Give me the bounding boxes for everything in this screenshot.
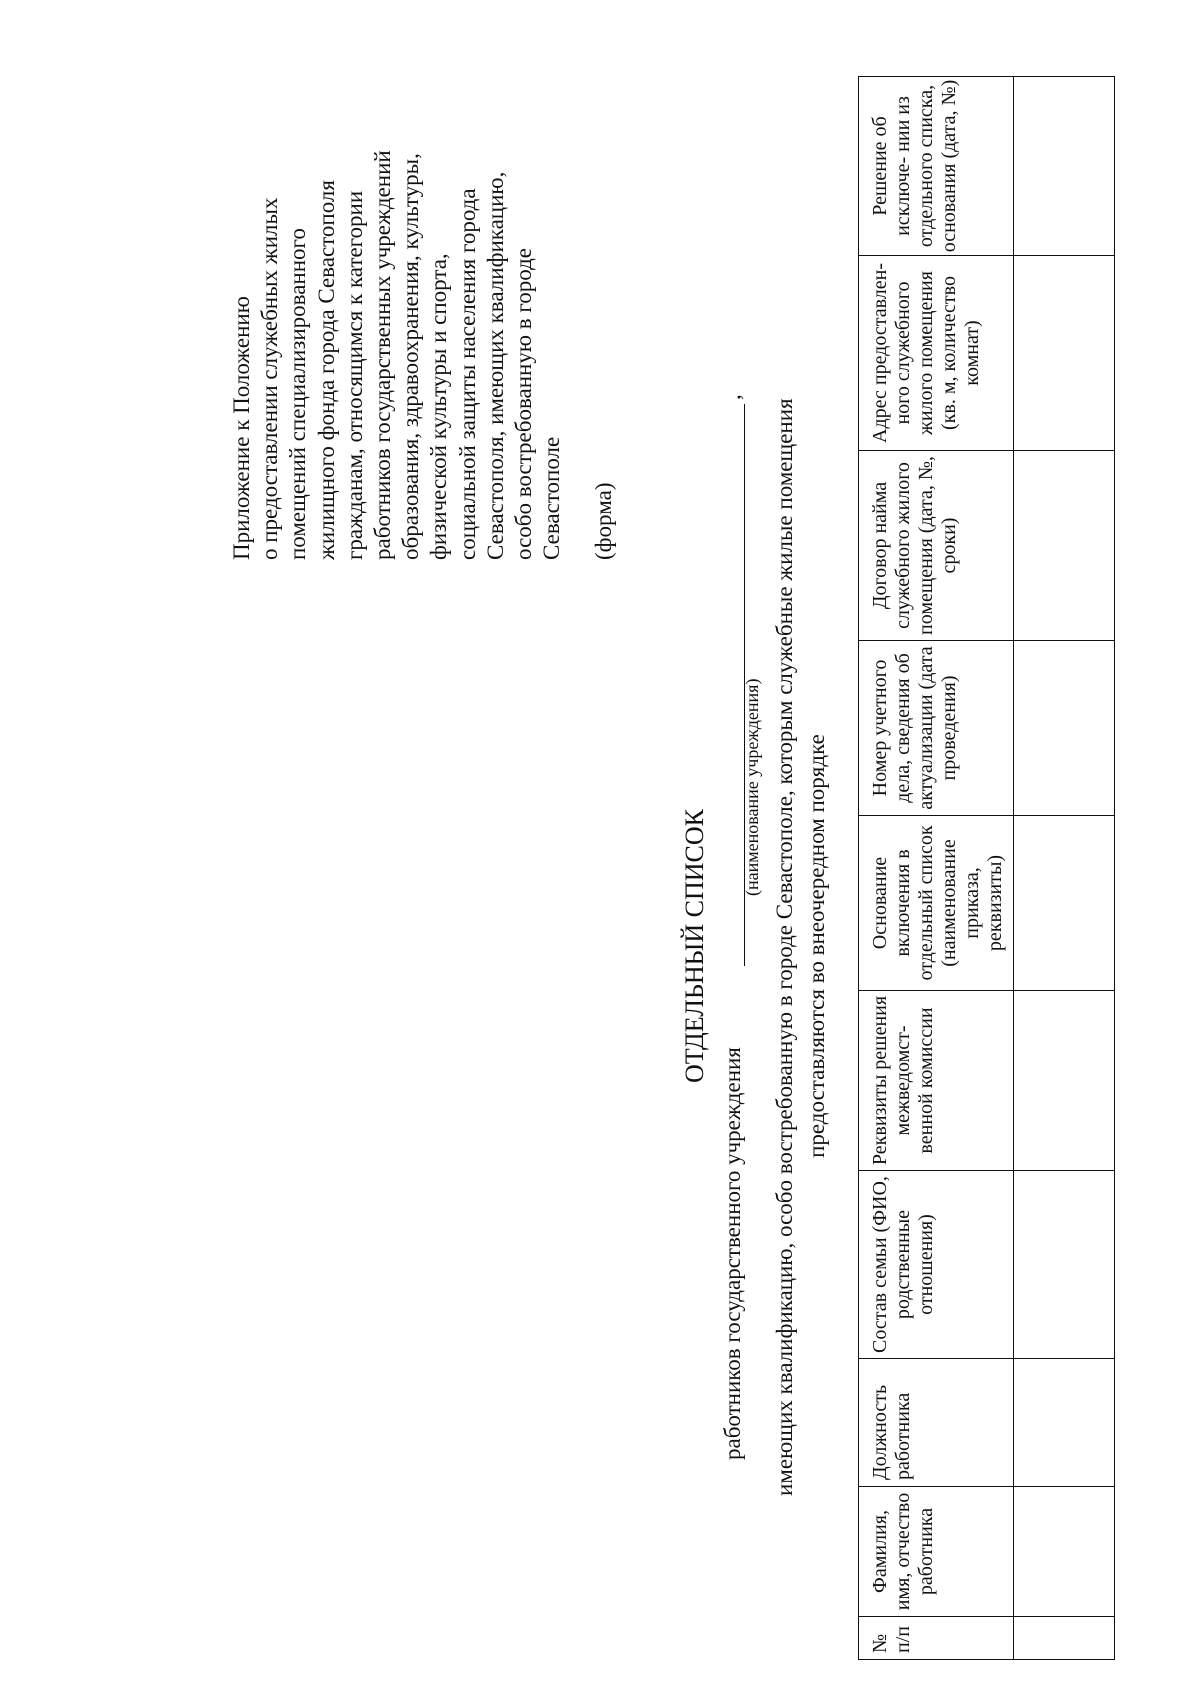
list-title: ОТДЕЛЬНЫЙ СПИСОК xyxy=(680,809,709,1083)
header-full-name: Фамилия, имя, отчество работника xyxy=(859,1487,1014,1617)
header-commission-details: Реквизиты решения межведомст- венной комиссии xyxy=(859,991,1014,1171)
header-inclusion-basis: Основание включения в отдельный список (наименование приказа, реквизиты) xyxy=(859,816,1014,991)
header-position: Должность работника xyxy=(859,1359,1014,1487)
appendix-line: гражданам, относящимся к категории xyxy=(341,190,367,560)
header-family: Состав семьи (ФИО, родственные отношения) xyxy=(859,1171,1014,1359)
form-label: (форма) xyxy=(591,482,617,560)
table-cell xyxy=(1014,256,1115,451)
table-cell xyxy=(1014,991,1115,1171)
header-lease-agreement: Договор найма служебного жилого помещения (дата, №, сроки) xyxy=(859,451,1014,641)
table-cell xyxy=(1014,816,1115,991)
subtitle-line-2: имеющих квалификацию, особо востребованную в городе Севастополе, которым служебные жилые помещения xyxy=(772,398,797,1496)
appendix-line: работников государственных учреждений xyxy=(370,150,396,560)
header-address: Адрес предоставлен- ного служебного жилого помещения (кв. м, количество комнат) xyxy=(859,256,1014,451)
appendix-line: Приложение к Положению xyxy=(229,296,254,560)
subtitle-line-1-text: работников государственного учреждения xyxy=(720,1047,745,1460)
header-exclusion-decision: Решение об исключе- нии из отдельного списка, основания (дата, №) xyxy=(859,77,1014,256)
header-case-number: Номер учетного дела, сведения об актуализации (дата проведения) xyxy=(859,641,1014,816)
appendix-line: помещений специализированного xyxy=(285,228,311,560)
appendix-line: образования, здравоохранения, культуры, xyxy=(398,153,424,560)
subtitle-line-1-comma: , xyxy=(720,394,745,400)
header-number: № п/п xyxy=(859,1617,1014,1660)
appendix-line: особо востребованную в городе xyxy=(511,248,537,560)
table-cell xyxy=(1014,1359,1115,1487)
appendix-line: о предоставлении служебных жилых xyxy=(257,197,283,560)
table-row xyxy=(1014,77,1115,1660)
appendix-line: социальной защиты населения города xyxy=(454,188,480,560)
table-cell xyxy=(1014,1171,1115,1359)
institution-caption: (наименование учреждения) xyxy=(742,678,762,896)
subtitle-line-1 xyxy=(720,1047,746,1460)
appendix-reference xyxy=(228,20,619,560)
table-cell xyxy=(1014,1487,1115,1617)
appendix-line: физической культуры и спорта, xyxy=(426,253,452,560)
table-cell xyxy=(1014,1617,1115,1660)
table-cell xyxy=(1014,641,1115,816)
appendix-line: жилищного фонда города Севастополя xyxy=(313,180,339,560)
appendix-line: Севастополе xyxy=(539,436,565,560)
subtitle-line-3: предоставляются во внеочередном порядке xyxy=(804,734,829,1158)
table-cell xyxy=(1014,451,1115,641)
appendix-line: Севастополя, имеющих квалификацию, xyxy=(482,171,508,560)
table-header-row xyxy=(859,77,1014,1660)
table-cell xyxy=(1014,77,1115,256)
separate-list-table xyxy=(858,76,1115,1660)
